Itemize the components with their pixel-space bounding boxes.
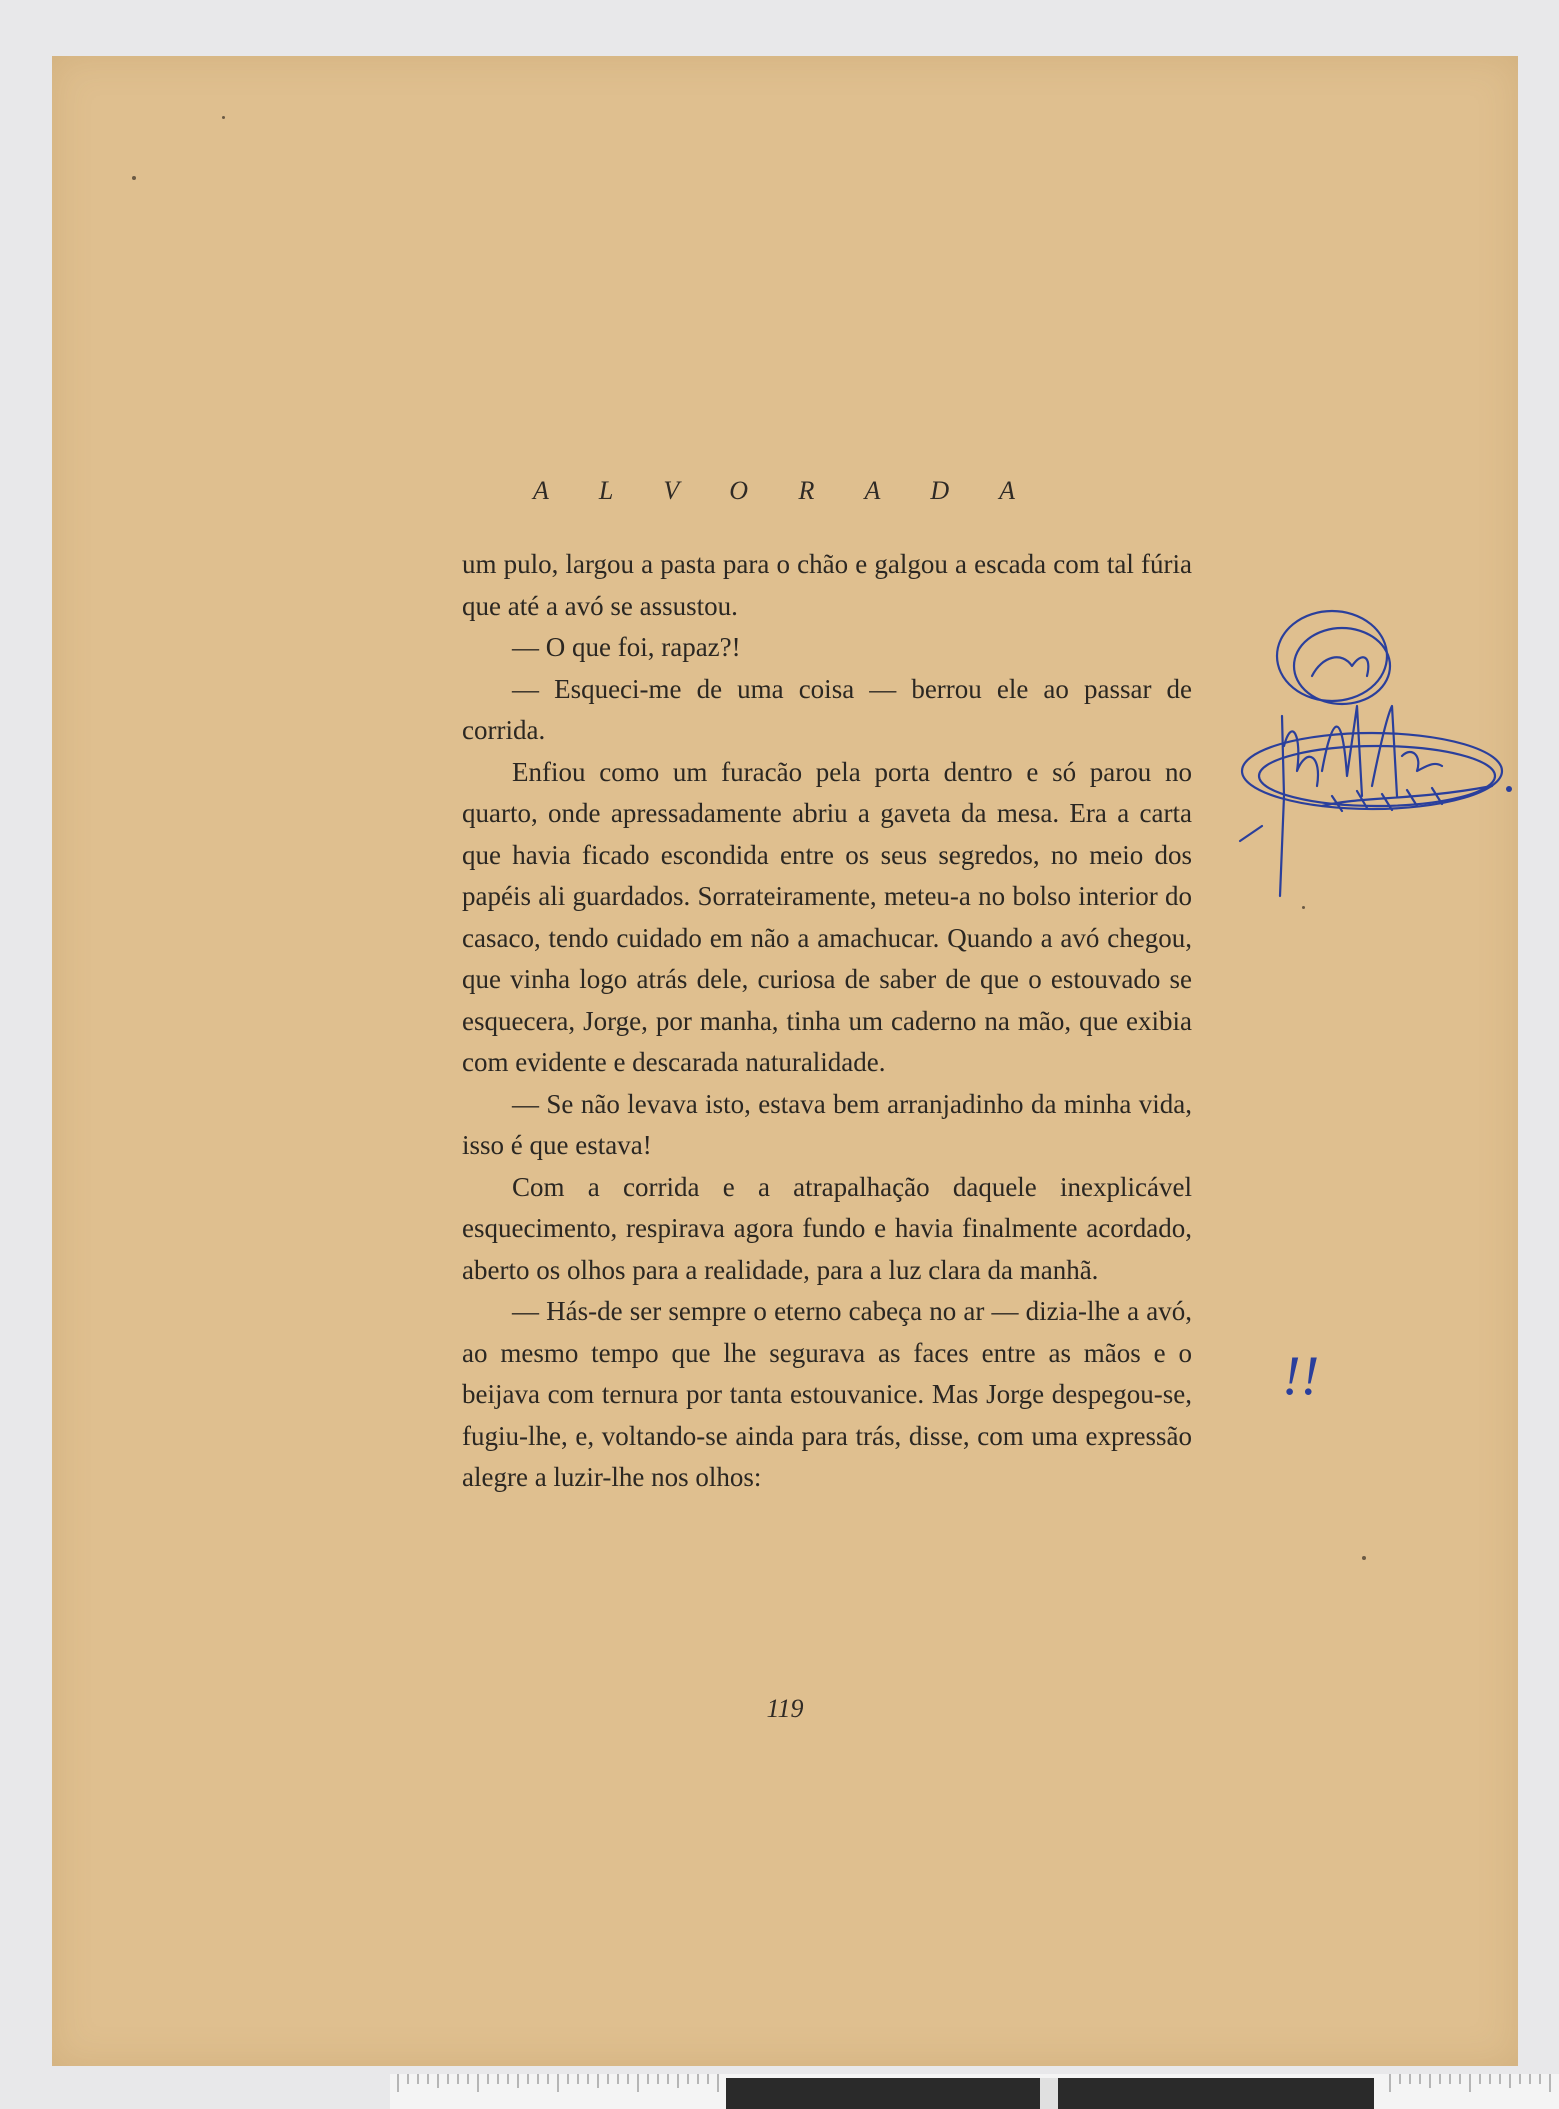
paragraph: Enfiou como um furacão pela porta dentro e só parou no quarto, onde apressadamente abriu a gaveta da mesa. Era a carta que havia ficado escondida entre os seus segredos, no meio dos papéis ali guardados. Sorrateiramente, meteu-a no bolso interior do casaco, tendo cuidado em não a amachucar. Quando a avó chegou, que vinha logo atrás dele, curiosa de saber de que o estouvado se esquecera, Jorge, por manha, tinha um caderno na mão, que exibia com evidente e descarada naturalidade. [462, 756, 1192, 1077]
page-number: 119 [766, 1694, 804, 1723]
paragraph: — Hás-de ser sempre o eterno cabeça no ar — dizia-lhe a avó, ao mesmo tempo que lhe segurava as faces entre as mãos e o beijava com ternura por tanta estouvanice. Mas Jorge despegou-se, fugiu-lhe, e, voltando-se ainda para trás, disse, com uma expressão alegre a luzir-lhe nos olhos: [462, 1296, 1192, 1492]
paragraph: Com a corrida e a atrapalhação daquele inexplicável esquecimento, respirava agora fundo e havia finalmente acordado, aberto os olhos para a realidade, para a luz clara da manhã. [462, 1171, 1192, 1285]
paragraph: — Esqueci-me de uma coisa — berrou ele ao passar de corrida. [462, 673, 1192, 745]
paper-speck [222, 116, 225, 119]
paragraph: um pulo, largou a pasta para o chão e galgou a escada com tal fúria que até a avó se assustou. [462, 549, 1192, 621]
running-head: A L V O R A D A [532, 476, 1038, 505]
paper-speck [1362, 1556, 1366, 1560]
handwritten-signature [1222, 596, 1522, 916]
body-text [462, 544, 1192, 1499]
book-page [52, 56, 1518, 2066]
paper-speck [132, 176, 136, 180]
paragraph: — Se não levava isto, estava bem arranjadinho da minha vida, isso é que estava! [462, 1088, 1192, 1160]
margin-exclamation-mark [1272, 1338, 1332, 1408]
margin-annotation: !! [1282, 1345, 1320, 1407]
ruler-gray-block [1040, 2078, 1058, 2109]
ruler-black-block [1058, 2078, 1374, 2109]
paragraph: — O que foi, rapaz?! [512, 632, 741, 662]
ruler-black-block [726, 2078, 1040, 2109]
